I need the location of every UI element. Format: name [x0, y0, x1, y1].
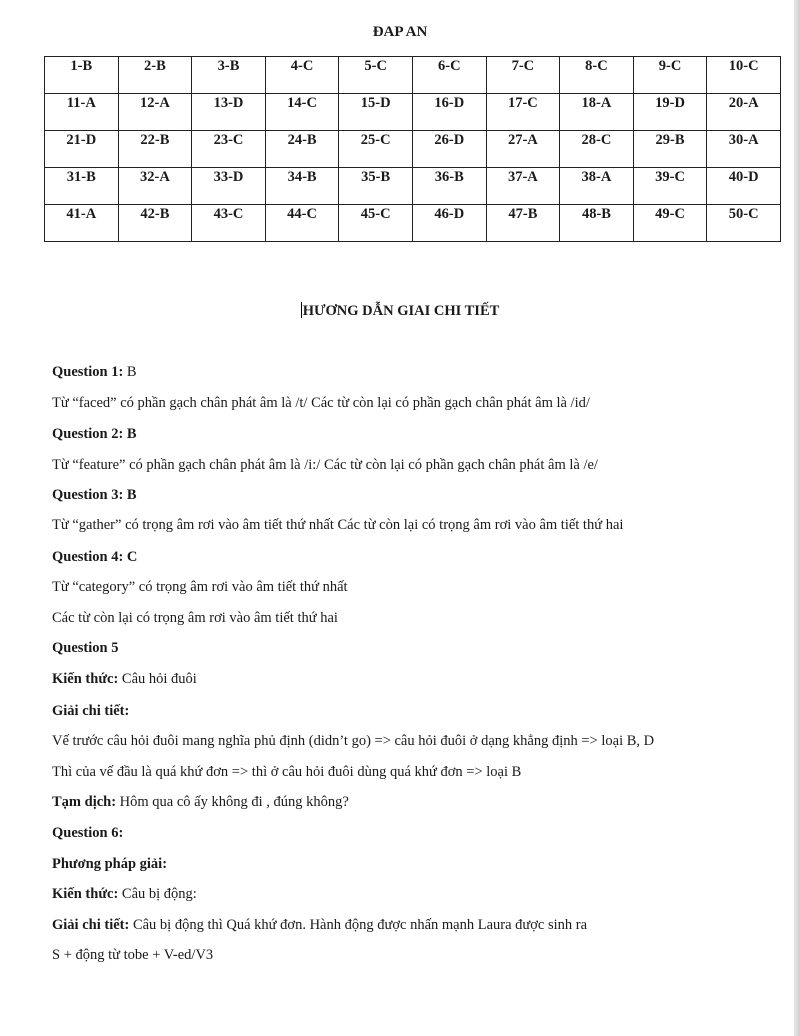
- answer-cell: 9-C: [633, 57, 707, 94]
- explanation-line: [52, 364, 137, 381]
- answer-cell: 24-B: [265, 131, 339, 168]
- explanation-line: [52, 579, 348, 596]
- answer-cell: 20-A: [707, 94, 781, 131]
- answer-cell: 38-A: [560, 168, 634, 205]
- line-bold: Question 1:: [52, 364, 124, 380]
- line-text: Từ “feature” có phần gạch chân phát âm là /i:/ Các từ còn lại có phần gạch chân phát âm là /e/: [52, 457, 598, 473]
- line-bold: Question 5: [52, 640, 119, 656]
- explanation-line: [52, 549, 137, 566]
- answer-key-title: ĐAP AN: [372, 24, 428, 40]
- answer-cell: 48-B: [560, 205, 634, 242]
- explanation-line: [52, 825, 123, 842]
- answer-cell: 50-C: [707, 205, 781, 242]
- answer-cell: 13-D: [192, 94, 266, 131]
- answer-cell: 8-C: [560, 57, 634, 94]
- answer-cell: 49-C: [633, 205, 707, 242]
- explanation-line: [52, 856, 167, 873]
- explanation-line: [52, 886, 197, 903]
- explanation-line: [52, 457, 598, 474]
- answer-cell: 41-A: [45, 205, 119, 242]
- explanation-line: [52, 671, 197, 688]
- line-text: Thì của vế đầu là quá khứ đơn => thì ở câu hỏi đuôi dùng quá khứ đơn => loại B: [52, 764, 522, 780]
- answer-cell: 44-C: [265, 205, 339, 242]
- answer-cell: 19-D: [633, 94, 707, 131]
- answer-cell: 29-B: [633, 131, 707, 168]
- line-bold: Phương pháp giải:: [52, 856, 168, 872]
- answer-cell: 27-A: [486, 131, 560, 168]
- answer-cell: 43-C: [192, 205, 266, 242]
- answer-row: [45, 131, 781, 168]
- explanation-line: [52, 640, 118, 657]
- answer-cell: 28-C: [560, 131, 634, 168]
- line-bold: Question 3: B: [52, 487, 137, 503]
- answer-cell: 21-D: [45, 131, 119, 168]
- line-text: Câu bị động:: [118, 886, 197, 902]
- line-text: Từ “faced” có phần gạch chân phát âm là /t/ Các từ còn lại có phần gạch chân phát âm là /id/: [52, 395, 590, 411]
- line-text: Từ “gather” có trọng âm rơi vào âm tiết thứ nhất Các từ còn lại có trọng âm rơi vào âm tiết thứ hai: [52, 517, 624, 533]
- line-bold: Question 4: C: [52, 549, 138, 565]
- answer-cell: 39-C: [633, 168, 707, 205]
- line-bold: Giải chi tiết:: [52, 917, 130, 933]
- answer-cell: 2-B: [118, 57, 192, 94]
- explanation-line: [52, 703, 129, 720]
- answer-row: [45, 168, 781, 205]
- explanation-line: [52, 426, 137, 443]
- answer-cell: 26-D: [412, 131, 486, 168]
- answer-cell: 3-B: [192, 57, 266, 94]
- line-bold: Question 2: B: [52, 426, 137, 442]
- answer-cell: 18-A: [560, 94, 634, 131]
- answer-cell: 15-D: [339, 94, 413, 131]
- section-title: [0, 302, 800, 320]
- line-text: Câu bị động thì Quá khứ đơn. Hành động được nhấn mạnh Laura được sinh ra: [129, 917, 588, 933]
- answer-cell: 5-C: [339, 57, 413, 94]
- line-text: Vế trước câu hỏi đuôi mang nghĩa phủ định (didn’t go) => câu hỏi đuôi ở dạng khẳng định => loại B, D: [52, 733, 655, 749]
- line-text: B: [123, 364, 137, 380]
- line-text: S + động từ tobe + V-ed/V3: [52, 947, 214, 963]
- answer-row: [45, 57, 781, 94]
- section-title-text: HƯƠNG DẪN GIAI CHI TIẾT: [302, 303, 500, 319]
- explanation-line: [52, 733, 654, 750]
- line-bold: Question 6:: [52, 825, 124, 841]
- line-text: Câu hỏi đuôi: [118, 671, 197, 687]
- answer-cell: 31-B: [45, 168, 119, 205]
- answer-cell: 4-C: [265, 57, 339, 94]
- explanation-line: [52, 610, 338, 627]
- answer-cell: 7-C: [486, 57, 560, 94]
- line-bold: Kiến thức:: [52, 886, 119, 902]
- answer-cell: 12-A: [118, 94, 192, 131]
- answer-cell: 45-C: [339, 205, 413, 242]
- answer-cell: 47-B: [486, 205, 560, 242]
- answer-cell: 30-A: [707, 131, 781, 168]
- answer-cell: 34-B: [265, 168, 339, 205]
- answer-cell: 35-B: [339, 168, 413, 205]
- answer-cell: 46-D: [412, 205, 486, 242]
- answer-cell: 37-A: [486, 168, 560, 205]
- answer-cell: 11-A: [45, 94, 119, 131]
- line-bold: Tạm dịch:: [52, 794, 117, 810]
- explanation-line: [52, 487, 137, 504]
- text-cursor: [301, 302, 302, 318]
- answer-cell: 42-B: [118, 205, 192, 242]
- answer-cell: 22-B: [118, 131, 192, 168]
- explanation-line: [52, 395, 590, 412]
- explanation-line: [52, 947, 213, 964]
- line-bold: Kiến thức:: [52, 671, 119, 687]
- answer-cell: 14-C: [265, 94, 339, 131]
- explanation-line: [52, 917, 587, 934]
- explanation-line: [52, 517, 623, 534]
- line-text: Hôm qua cô ấy không đi , đúng không?: [116, 794, 349, 810]
- line-bold: Giải chi tiết:: [52, 703, 130, 719]
- answer-cell: 25-C: [339, 131, 413, 168]
- answer-cell: 36-B: [412, 168, 486, 205]
- answer-row: [45, 205, 781, 242]
- answer-cell: 23-C: [192, 131, 266, 168]
- answer-cell: 17-C: [486, 94, 560, 131]
- answer-cell: 16-D: [412, 94, 486, 131]
- explanation-line: [52, 794, 349, 811]
- answer-cell: 40-D: [707, 168, 781, 205]
- line-text: Các từ còn lại có trọng âm rơi vào âm tiết thứ hai: [52, 610, 338, 626]
- answer-cell: 32-A: [118, 168, 192, 205]
- explanation-line: [52, 764, 521, 781]
- answer-cell: 6-C: [412, 57, 486, 94]
- answer-cell: 1-B: [45, 57, 119, 94]
- answer-cell: 10-C: [707, 57, 781, 94]
- page-edge-shadow: [794, 0, 800, 1036]
- answer-key-table: [44, 56, 781, 242]
- answer-cell: 33-D: [192, 168, 266, 205]
- line-text: Từ “category” có trọng âm rơi vào âm tiết thứ nhất: [52, 579, 348, 595]
- answer-row: [45, 94, 781, 131]
